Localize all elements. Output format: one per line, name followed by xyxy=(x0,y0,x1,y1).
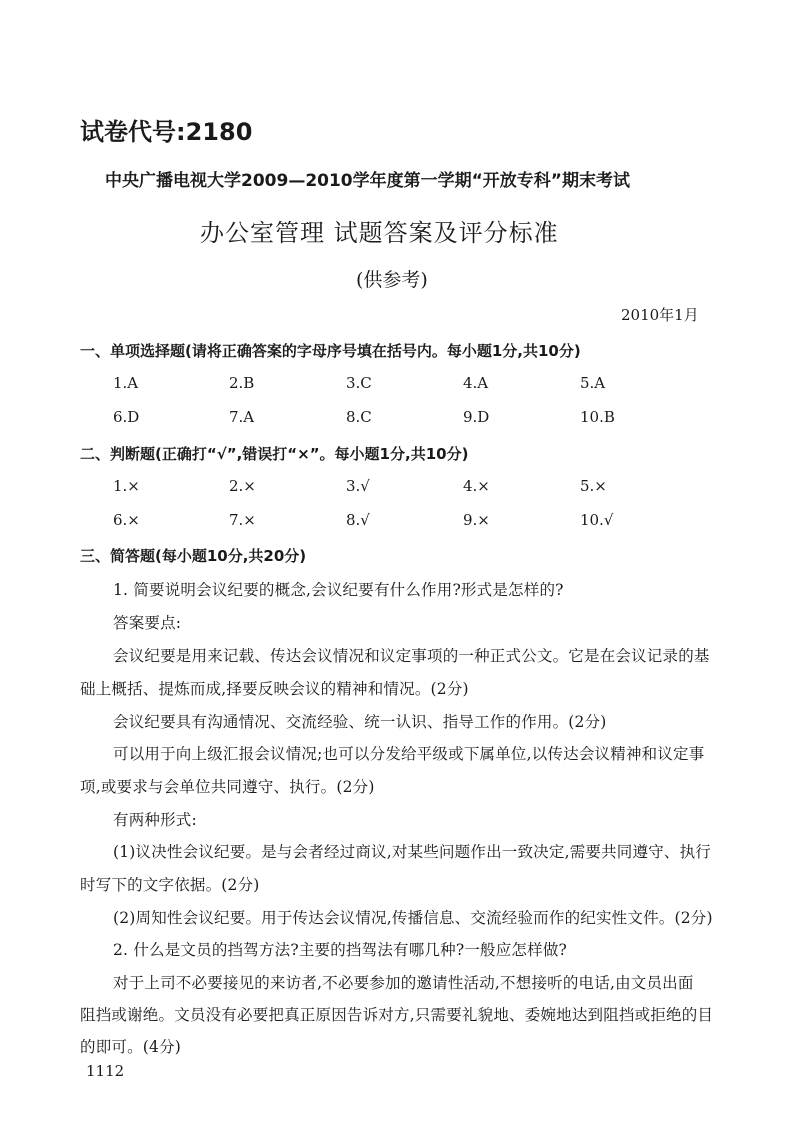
tf-answer-4: 4.× xyxy=(463,477,490,495)
mc-answer-10: 10.B xyxy=(580,408,615,426)
tf-answer-8: 8.√ xyxy=(346,511,370,529)
tf-answer-6: 6.× xyxy=(113,511,140,529)
mc-answer-7: 7.A xyxy=(229,408,255,426)
tf-answer-3: 3.√ xyxy=(346,477,370,495)
mc-answer-4: 4.A xyxy=(463,374,489,392)
mc-answer-8: 8.C xyxy=(346,408,372,426)
reference-note: (供参考) xyxy=(356,269,428,291)
answer-2-line-1: 对于上司不必要接见的来访者,不必要参加的邀请性活动,不想接听的电话,由文员出面 xyxy=(113,974,694,992)
exam-title: 中央广播电视大学2009—2010学年度第一学期“开放专科”期末考试 xyxy=(105,171,630,191)
mc-answer-9: 9.D xyxy=(463,408,490,426)
section-1-heading: 一、单项选择题(请将正确答案的字母序号填在括号内。每小题1分,共10分) xyxy=(80,342,581,360)
answer-paragraph-2: 会议纪要具有沟通情况、交流经验、统一认识、指导工作的作用。(2分) xyxy=(113,713,607,731)
answer-points-label: 答案要点: xyxy=(113,614,182,632)
answer-paragraph-1-line-1: 会议纪要是用来记载、传达会议情况和议定事项的一种正式公文。它是在会议记录的基 xyxy=(113,647,710,665)
exam-code-label: 试卷代号:2180 xyxy=(80,118,253,146)
form-1-line-1: (1)议决性会议纪要。是与会者经过商议,对某些问题作出一致决定,需要共同遵守、执行 xyxy=(113,843,712,861)
mc-answer-5: 5.A xyxy=(580,374,606,392)
tf-answer-1: 1.× xyxy=(113,477,140,495)
form-1-line-2: 时写下的文字依据。(2分) xyxy=(80,876,260,894)
answer-paragraph-3-line-1: 可以用于向上级汇报会议情况;也可以分发给平级或下属单位,以传达会议精神和议定事 xyxy=(113,745,705,763)
form-2: (2)周知性会议纪要。用于传达会议情况,传播信息、交流经验而作的纪实性文件。(2分) xyxy=(113,909,713,927)
exam-date: 2010年1月 xyxy=(621,306,699,324)
answer-paragraph-3-line-2: 项,或要求与会单位共同遵守、执行。(2分) xyxy=(80,778,375,796)
answer-2-line-2: 阻挡或谢绝。文员没有必要把真正原因告诉对方,只需要礼貌地、委婉地达到阻挡或拒绝的目 xyxy=(80,1006,714,1024)
section-2-heading: 二、判断题(正确打“√”,错误打“×”。每小题1分,共10分) xyxy=(80,445,469,463)
mc-answer-3: 3.C xyxy=(346,374,372,392)
tf-answer-7: 7.× xyxy=(229,511,256,529)
tf-answer-5: 5.× xyxy=(580,477,607,495)
mc-answer-6: 6.D xyxy=(113,408,140,426)
subject-title: 办公室管理 试题答案及评分标准 xyxy=(200,219,559,247)
page-number: 1112 xyxy=(86,1062,125,1080)
tf-answer-2: 2.× xyxy=(229,477,256,495)
tf-answer-9: 9.× xyxy=(463,511,490,529)
tf-answer-10: 10.√ xyxy=(580,511,614,529)
answer-2-line-3: 的即可。(4分) xyxy=(80,1038,182,1056)
question-1: 1. 简要说明会议纪要的概念,会议纪要有什么作用?形式是怎样的? xyxy=(113,581,564,599)
answer-paragraph-1-line-2: 础上概括、提炼而成,择要反映会议的精神和情况。(2分) xyxy=(80,680,469,698)
section-3-heading: 三、简答题(每小题10分,共20分) xyxy=(80,547,307,565)
forms-label: 有两种形式: xyxy=(113,811,197,829)
mc-answer-2: 2.B xyxy=(229,374,255,392)
mc-answer-1: 1.A xyxy=(113,374,139,392)
question-2: 2. 什么是文员的挡驾方法?主要的挡驾法有哪几种?一般应怎样做? xyxy=(113,941,568,959)
